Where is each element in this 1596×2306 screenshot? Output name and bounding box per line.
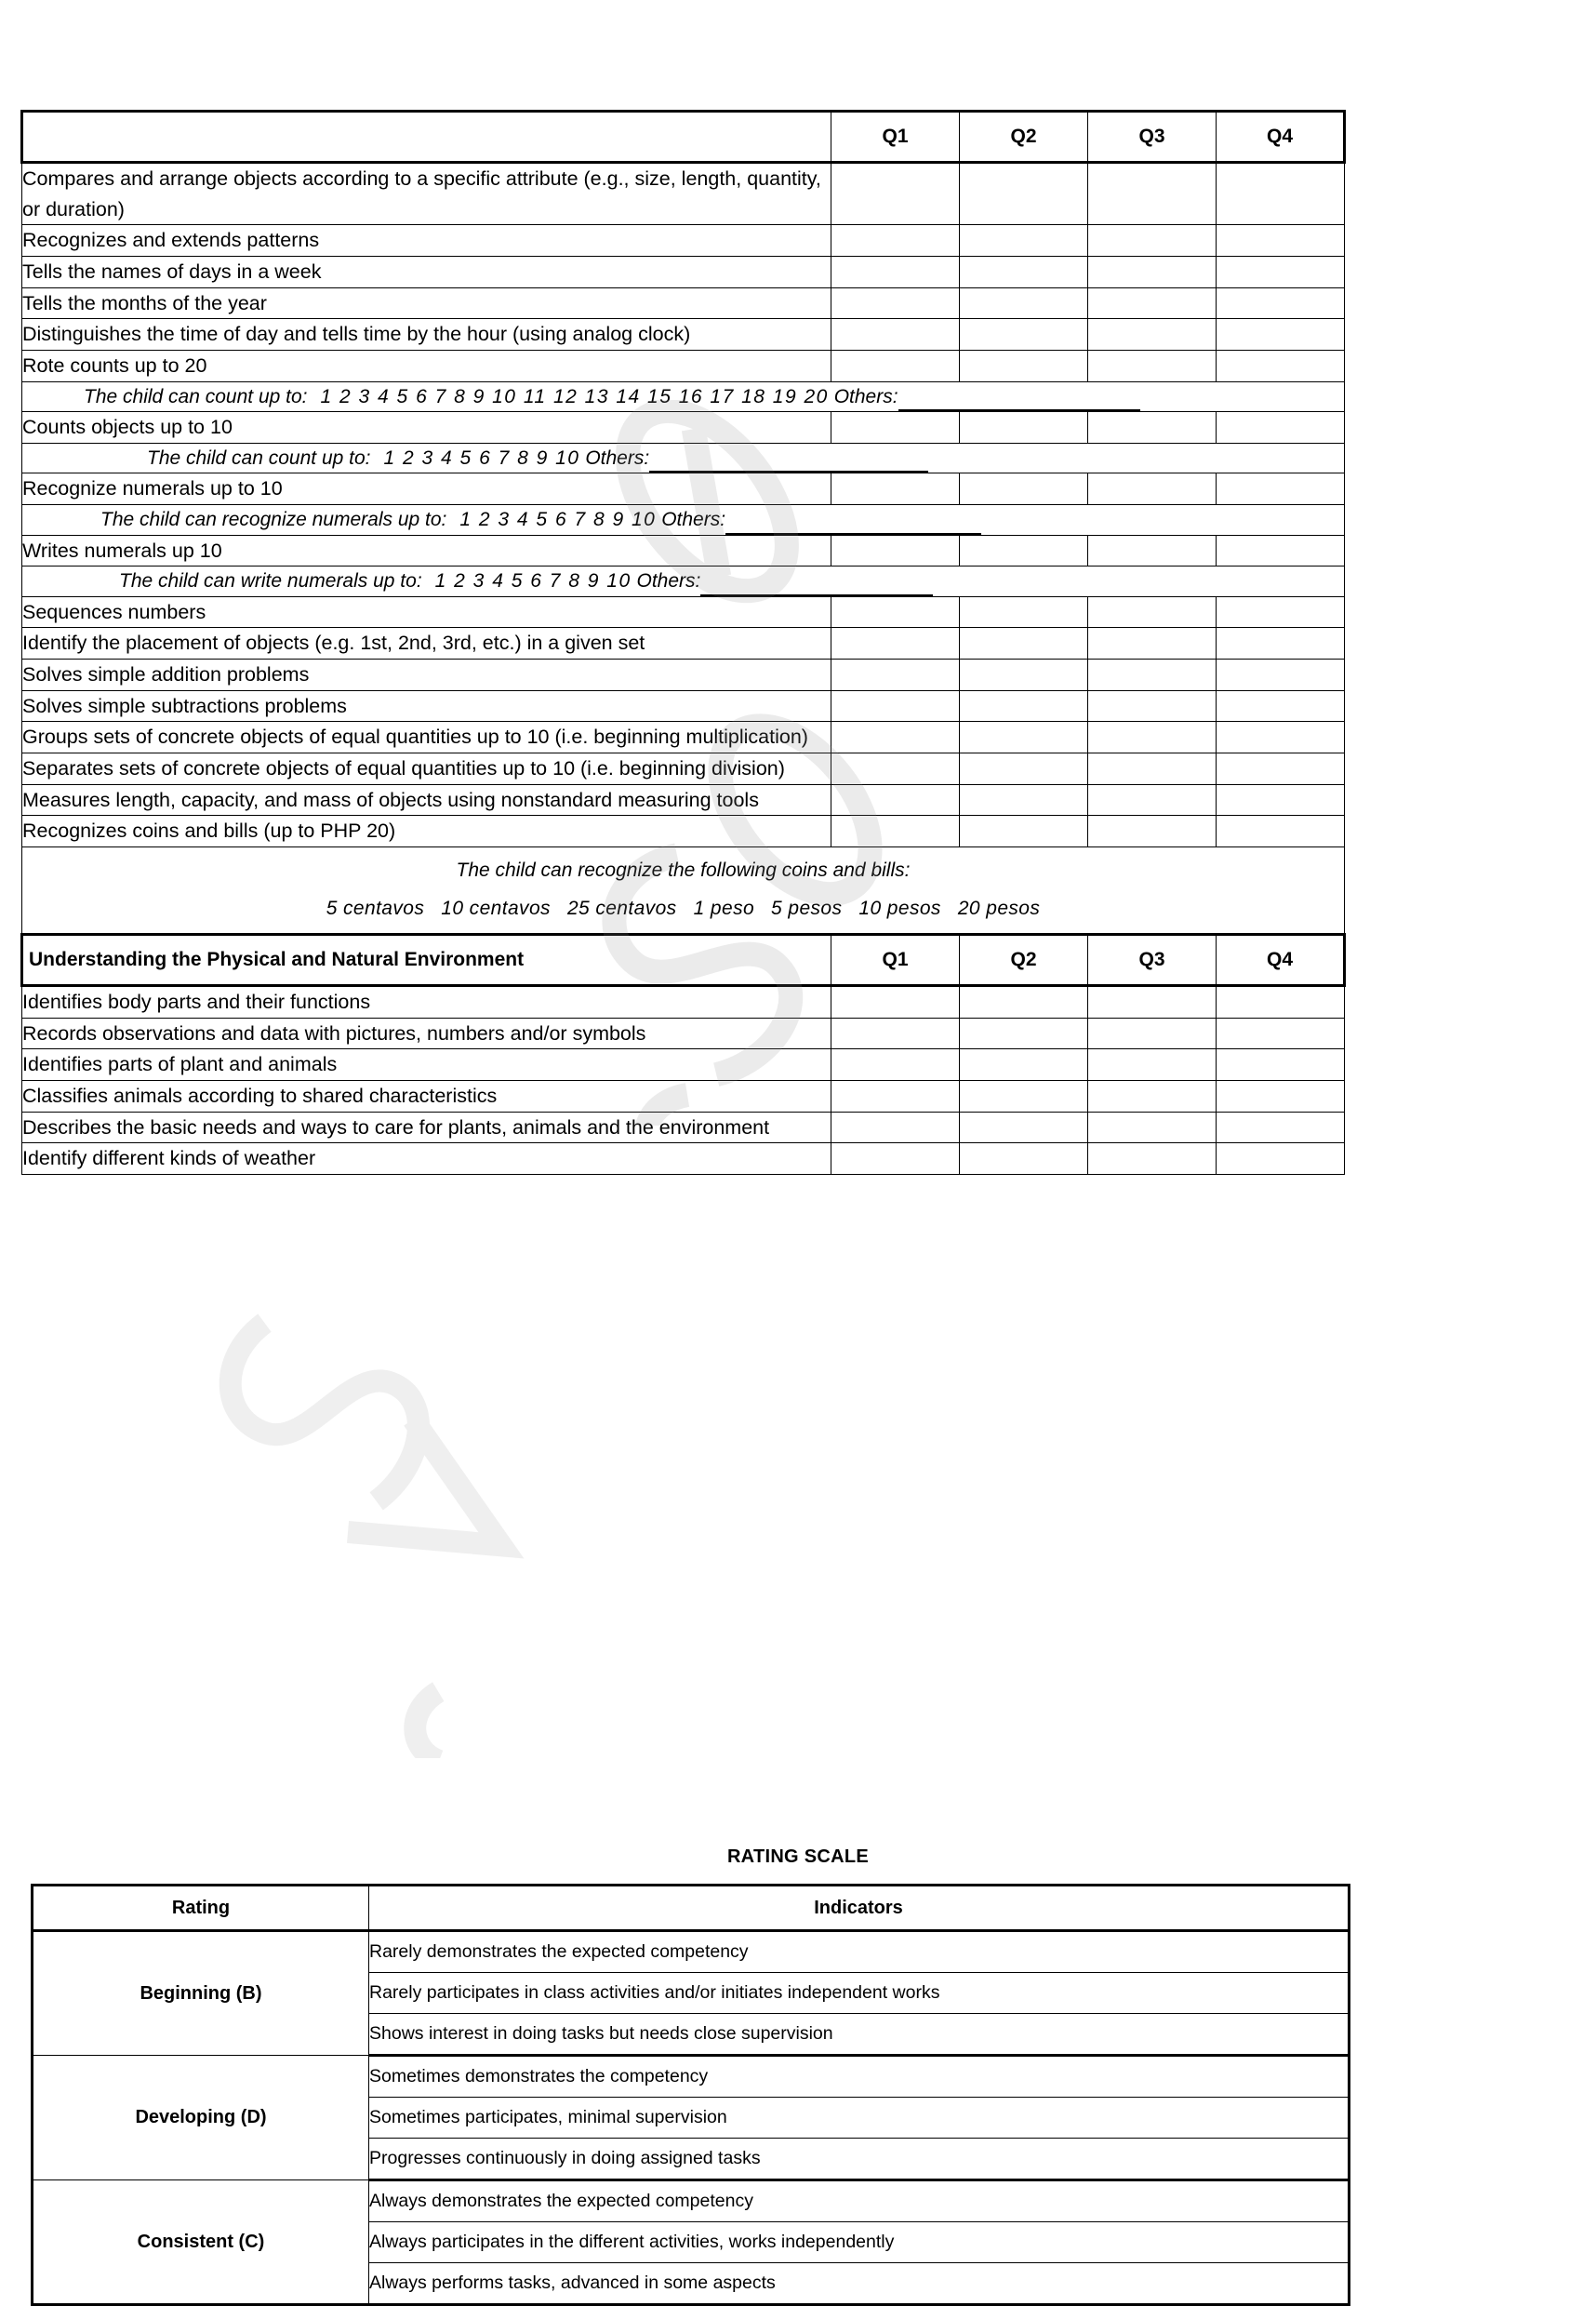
competency-label: Rote counts up to 20 [22, 351, 831, 382]
q1-checkbox-cell[interactable] [831, 722, 960, 753]
subrow-others-label: Others: [636, 570, 701, 593]
table-subrow [22, 443, 1345, 473]
watermark-stamp-secondary-icon [112, 1237, 688, 1758]
q4-checkbox-cell[interactable] [1217, 351, 1345, 382]
competency-label: Tells the names of days in a week [22, 257, 831, 288]
q3-checkbox-cell[interactable] [1088, 690, 1217, 722]
indicator-text: Always performs tasks, advanced in some aspects [369, 2263, 1350, 2305]
q4-checkbox-cell[interactable] [1217, 1081, 1345, 1113]
q4-checkbox-cell[interactable] [1217, 319, 1345, 351]
section2-header-q1: Q1 [831, 935, 960, 986]
q4-checkbox-cell[interactable] [1217, 287, 1345, 319]
table-row [22, 722, 1345, 753]
q4-checkbox-cell[interactable] [1217, 722, 1345, 753]
q2-checkbox-cell[interactable] [960, 351, 1088, 382]
table-row [22, 1112, 1345, 1143]
q4-checkbox-cell[interactable] [1217, 596, 1345, 628]
competency-label: Describes the basic needs and ways to care for plants, animals and the environment [22, 1112, 831, 1143]
q3-checkbox-cell[interactable] [1088, 596, 1217, 628]
q2-checkbox-cell[interactable] [960, 722, 1088, 753]
q4-checkbox-cell[interactable] [1217, 986, 1345, 1019]
competency-label: Measures length, capacity, and mass of objects using nonstandard measuring tools [22, 784, 831, 816]
table-row [22, 660, 1345, 691]
table-row [22, 1018, 1345, 1049]
q3-checkbox-cell[interactable] [1088, 1018, 1217, 1049]
q4-checkbox-cell[interactable] [1217, 1049, 1345, 1081]
rating-name-beginning: Beginning (B) [33, 1931, 369, 2056]
others-input-20[interactable] [898, 395, 1140, 411]
q3-checkbox-cell[interactable] [1088, 1143, 1217, 1175]
q1-checkbox-cell[interactable] [831, 628, 960, 660]
competency-label: Records observations and data with pictures, numbers and/or symbols [22, 1018, 831, 1049]
q2-checkbox-cell[interactable] [960, 1143, 1088, 1175]
q2-checkbox-cell[interactable] [960, 225, 1088, 257]
q4-checkbox-cell[interactable] [1217, 257, 1345, 288]
q3-checkbox-cell[interactable] [1088, 1112, 1217, 1143]
count-to-10-subrow [22, 443, 1345, 473]
competency-checklist-table [20, 110, 1345, 1175]
table-row [22, 816, 1345, 847]
table-row [22, 225, 1345, 257]
q1-checkbox-cell[interactable] [831, 257, 960, 288]
competency-label: Classifies animals according to shared characteristics [22, 1081, 831, 1113]
q1-checkbox-cell[interactable] [831, 753, 960, 785]
table-row [22, 535, 1345, 567]
indicator-text: Rarely demonstrates the expected competency [369, 1931, 1350, 1973]
q1-checkbox-cell[interactable] [831, 351, 960, 382]
q3-checkbox-cell[interactable] [1088, 412, 1217, 444]
rating-row [33, 2180, 1350, 2222]
q2-checkbox-cell[interactable] [960, 1081, 1088, 1113]
table-header-row [22, 112, 1345, 163]
q2-checkbox-cell[interactable] [960, 1112, 1088, 1143]
table-subrow [22, 847, 1345, 935]
competency-label: Separates sets of concrete objects of equal quantities up to 10 (i.e. beginning division) [22, 753, 831, 785]
q4-checkbox-cell[interactable] [1217, 628, 1345, 660]
competency-label: Distinguishes the time of day and tells time by the hour (using analog clock) [22, 319, 831, 351]
denomination: 5 pesos [771, 897, 843, 919]
table-row [22, 319, 1345, 351]
q2-checkbox-cell[interactable] [960, 319, 1088, 351]
q2-checkbox-cell[interactable] [960, 287, 1088, 319]
indicator-text: Always participates in the different activities, works independently [369, 2222, 1350, 2263]
subrow-prompt: The child can count up to: [84, 385, 308, 407]
q1-checkbox-cell[interactable] [831, 287, 960, 319]
subrow-prompt: The child can count up to: [147, 447, 371, 469]
q3-checkbox-cell[interactable] [1088, 753, 1217, 785]
q2-checkbox-cell[interactable] [960, 1049, 1088, 1081]
q1-checkbox-cell[interactable] [831, 535, 960, 567]
table-row [22, 596, 1345, 628]
q4-checkbox-cell[interactable] [1217, 1112, 1345, 1143]
q2-checkbox-cell[interactable] [960, 753, 1088, 785]
denomination: 25 centavos [566, 897, 677, 919]
q1-checkbox-cell[interactable] [831, 473, 960, 505]
q2-checkbox-cell[interactable] [960, 596, 1088, 628]
subrow-number-sequence: 1 2 3 4 5 6 7 8 9 10 [459, 509, 657, 531]
rating-row [33, 2056, 1350, 2098]
q4-checkbox-cell[interactable] [1217, 1143, 1345, 1175]
competency-label: Identify the placement of objects (e.g. 1st, 2nd, 3rd, etc.) in a given set [22, 628, 831, 660]
q3-checkbox-cell[interactable] [1088, 163, 1217, 225]
q1-checkbox-cell[interactable] [831, 163, 960, 225]
q1-checkbox-cell[interactable] [831, 596, 960, 628]
q1-checkbox-cell[interactable] [831, 660, 960, 691]
subrow-number-sequence: 1 2 3 4 5 6 7 8 9 10 [434, 570, 632, 593]
q3-checkbox-cell[interactable] [1088, 287, 1217, 319]
denomination: 1 peso [693, 897, 755, 919]
q2-checkbox-cell[interactable] [960, 660, 1088, 691]
competency-grid [20, 110, 1346, 1175]
header-q1: Q1 [831, 112, 960, 163]
competency-label: Tells the months of the year [22, 287, 831, 319]
section2-header-q4: Q4 [1217, 935, 1345, 986]
q1-checkbox-cell[interactable] [831, 690, 960, 722]
subrow-others-label: Others: [833, 385, 898, 407]
rating-name-consistent: Consistent (C) [33, 2180, 369, 2305]
q2-checkbox-cell[interactable] [960, 412, 1088, 444]
section2-header-q2: Q2 [960, 935, 1088, 986]
q4-checkbox-cell[interactable] [1217, 535, 1345, 567]
denomination: 5 centavos [326, 897, 425, 919]
table-row [22, 163, 1345, 225]
q4-checkbox-cell[interactable] [1217, 816, 1345, 847]
subrow-others-label: Others: [661, 509, 726, 531]
rating-scale-header-row [33, 1886, 1350, 1931]
table-row [22, 287, 1345, 319]
q4-checkbox-cell[interactable] [1217, 412, 1345, 444]
q3-checkbox-cell[interactable] [1088, 722, 1217, 753]
indicator-text: Shows interest in doing tasks but needs close supervision [369, 2014, 1350, 2056]
subrow-prompt: The child can write numerals up to: [119, 570, 422, 593]
q2-checkbox-cell[interactable] [960, 816, 1088, 847]
count-to-20-subrow [22, 381, 1345, 412]
q1-checkbox-cell[interactable] [831, 1081, 960, 1113]
subrow-number-sequence: 1 2 3 4 5 6 7 8 9 10 11 12 13 14 15 16 17 18 19 20 [320, 385, 829, 407]
q1-checkbox-cell[interactable] [831, 986, 960, 1019]
q2-checkbox-cell[interactable] [960, 690, 1088, 722]
indicator-text: Sometimes demonstrates the competency [369, 2056, 1350, 2098]
rating-scale-title: RATING SCALE [726, 1846, 870, 1867]
indicator-text: Sometimes participates, minimal supervision [369, 2098, 1350, 2139]
competency-label: Identifies parts of plant and animals [22, 1049, 831, 1081]
header-label-blank [22, 112, 831, 163]
q1-checkbox-cell[interactable] [831, 1143, 960, 1175]
others-input-write[interactable] [700, 580, 933, 596]
q3-checkbox-cell[interactable] [1088, 535, 1217, 567]
denomination: 10 pesos [858, 897, 941, 919]
q4-checkbox-cell[interactable] [1217, 784, 1345, 816]
competency-label: Solves simple addition problems [22, 660, 831, 691]
competency-label: Compares and arrange objects according to a specific attribute (e.g., size, length, quantity, or duration) [22, 163, 831, 225]
competency-label: Sequences numbers [22, 596, 831, 628]
q1-checkbox-cell[interactable] [831, 1018, 960, 1049]
others-input-count10[interactable] [649, 457, 928, 473]
coins-and-bills-subrow [22, 847, 1345, 935]
subrow-number-sequence: 1 2 3 4 5 6 7 8 9 10 [383, 447, 580, 469]
competency-label: Identify different kinds of weather [22, 1143, 831, 1175]
subrow-prompt: The child can recognize numerals up to: [100, 509, 447, 531]
q3-checkbox-cell[interactable] [1088, 257, 1217, 288]
rating-column-header: Rating [33, 1886, 369, 1931]
q1-checkbox-cell[interactable] [831, 1049, 960, 1081]
header-q2: Q2 [960, 112, 1088, 163]
section2-title: Understanding the Physical and Natural Environment [22, 935, 831, 986]
table-row [22, 1049, 1345, 1081]
q1-checkbox-cell[interactable] [831, 816, 960, 847]
header-q3: Q3 [1088, 112, 1217, 163]
recognize-numerals-subrow [22, 505, 1345, 536]
indicator-text: Progresses continuously in doing assigned tasks [369, 2139, 1350, 2180]
header-q4: Q4 [1217, 112, 1345, 163]
denomination: 20 pesos [957, 897, 1041, 919]
q3-checkbox-cell[interactable] [1088, 986, 1217, 1019]
q2-checkbox-cell[interactable] [960, 784, 1088, 816]
q2-checkbox-cell[interactable] [960, 628, 1088, 660]
indicator-text: Rarely participates in class activities and/or initiates independent works [369, 1973, 1350, 2014]
competency-label: Solves simple subtractions problems [22, 690, 831, 722]
table-subrow [22, 567, 1345, 597]
table-subrow [22, 505, 1345, 536]
table-row [22, 1143, 1345, 1175]
indicators-column-header: Indicators [369, 1886, 1350, 1931]
rating-name-developing: Developing (D) [33, 2056, 369, 2180]
q2-checkbox-cell[interactable] [960, 535, 1088, 567]
indicator-text: Always demonstrates the expected competency [369, 2180, 1350, 2222]
rating-scale-table [31, 1884, 1350, 2306]
table-row [22, 986, 1345, 1019]
section2-header-q3: Q3 [1088, 935, 1217, 986]
q3-checkbox-cell[interactable] [1088, 1049, 1217, 1081]
q3-checkbox-cell[interactable] [1088, 319, 1217, 351]
q2-checkbox-cell[interactable] [960, 257, 1088, 288]
q3-checkbox-cell[interactable] [1088, 628, 1217, 660]
q1-checkbox-cell[interactable] [831, 1112, 960, 1143]
q2-checkbox-cell[interactable] [960, 1018, 1088, 1049]
write-numerals-subrow [22, 567, 1345, 597]
q1-checkbox-cell[interactable] [831, 225, 960, 257]
q1-checkbox-cell[interactable] [831, 784, 960, 816]
q1-checkbox-cell[interactable] [831, 412, 960, 444]
table-row [22, 784, 1345, 816]
competency-label: Recognize numerals up to 10 [22, 473, 831, 505]
coin-denominations [22, 894, 1344, 924]
table-row [22, 690, 1345, 722]
table-row [22, 351, 1345, 382]
q4-checkbox-cell[interactable] [1217, 690, 1345, 722]
table-row [22, 412, 1345, 444]
q4-checkbox-cell[interactable] [1217, 473, 1345, 505]
table-row [22, 473, 1345, 505]
q3-checkbox-cell[interactable] [1088, 351, 1217, 382]
rating-row [33, 1931, 1350, 1973]
section2-header-row [22, 935, 1345, 986]
table-row [22, 1081, 1345, 1113]
denomination: 10 centavos [441, 897, 551, 919]
competency-label: Recognizes and extends patterns [22, 225, 831, 257]
q4-checkbox-cell[interactable] [1217, 163, 1345, 225]
q1-checkbox-cell[interactable] [831, 319, 960, 351]
q4-checkbox-cell[interactable] [1217, 753, 1345, 785]
q4-checkbox-cell[interactable] [1217, 1018, 1345, 1049]
q3-checkbox-cell[interactable] [1088, 473, 1217, 505]
q3-checkbox-cell[interactable] [1088, 1081, 1217, 1113]
competency-label: Recognizes coins and bills (up to PHP 20) [22, 816, 831, 847]
q4-checkbox-cell[interactable] [1217, 660, 1345, 691]
table-row [22, 753, 1345, 785]
q4-checkbox-cell[interactable] [1217, 225, 1345, 257]
competency-label: Counts objects up to 10 [22, 412, 831, 444]
q3-checkbox-cell[interactable] [1088, 225, 1217, 257]
q3-checkbox-cell[interactable] [1088, 660, 1217, 691]
q2-checkbox-cell[interactable] [960, 473, 1088, 505]
others-input-recognize[interactable] [725, 519, 981, 535]
q3-checkbox-cell[interactable] [1088, 816, 1217, 847]
table-subrow [22, 381, 1345, 412]
table-row [22, 257, 1345, 288]
competency-label: Writes numerals up 10 [22, 535, 831, 567]
q2-checkbox-cell[interactable] [960, 986, 1088, 1019]
coins-prompt: The child can recognize the following coins and bills: [456, 860, 911, 882]
competency-label: Identifies body parts and their functions [22, 986, 831, 1019]
q2-checkbox-cell[interactable] [960, 163, 1088, 225]
subrow-others-label: Others: [585, 447, 650, 469]
competency-label: Groups sets of concrete objects of equal quantities up to 10 (i.e. beginning multiplication) [22, 722, 831, 753]
table-row [22, 628, 1345, 660]
rating-scale-grid [31, 1884, 1350, 2306]
q3-checkbox-cell[interactable] [1088, 784, 1217, 816]
